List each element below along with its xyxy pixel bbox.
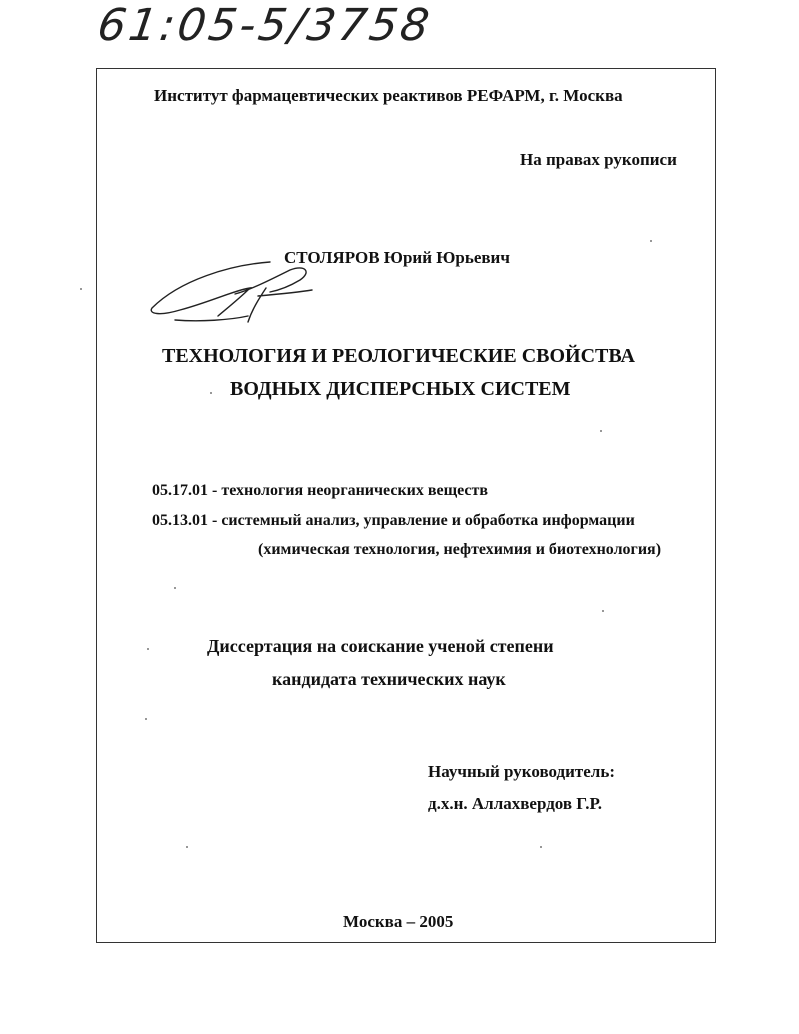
scan-speck	[80, 288, 82, 290]
place-year: Москва – 2005	[343, 912, 454, 931]
dissertation-line-1: Диссертация на соискание ученой степени	[207, 636, 554, 656]
scan-speck	[540, 846, 542, 848]
specialty-2-note: (химическая технология, нефтехимия и биотехнология)	[258, 541, 662, 558]
archive-code: 61:05-5/3758	[94, 0, 436, 51]
specialty-2: 05.13.01 - системный анализ, управление и обработка информации	[152, 512, 635, 529]
scan-speck	[174, 587, 176, 589]
scan-speck	[147, 648, 149, 650]
specialty-1: 05.17.01 - технология неорганических веществ	[152, 482, 489, 499]
institution: Институт фармацевтических реактивов РЕФАРМ, г. Москва	[154, 86, 623, 105]
dissertation-line-2: кандидата технических наук	[272, 669, 506, 689]
manuscript-rights: На правах рукописи	[520, 150, 677, 169]
scan-speck	[650, 240, 652, 242]
scan-speck	[602, 610, 604, 612]
page-frame	[96, 68, 716, 943]
thesis-title-line-2: ВОДНЫХ ДИСПЕРСНЫХ СИСТЕМ	[230, 378, 571, 400]
author-name: СТОЛЯРОВ Юрий Юрьевич	[284, 248, 510, 267]
thesis-title-line-1: ТЕХНОЛОГИЯ И РЕОЛОГИЧЕСКИЕ СВОЙСТВА	[162, 345, 635, 367]
scan-speck	[145, 718, 147, 720]
scan-speck	[600, 430, 602, 432]
scan-speck	[186, 846, 188, 848]
scan-speck	[210, 392, 212, 394]
supervisor-label: Научный руководитель:	[428, 762, 615, 781]
supervisor-name: д.х.н. Аллахвердов Г.Р.	[428, 794, 602, 813]
